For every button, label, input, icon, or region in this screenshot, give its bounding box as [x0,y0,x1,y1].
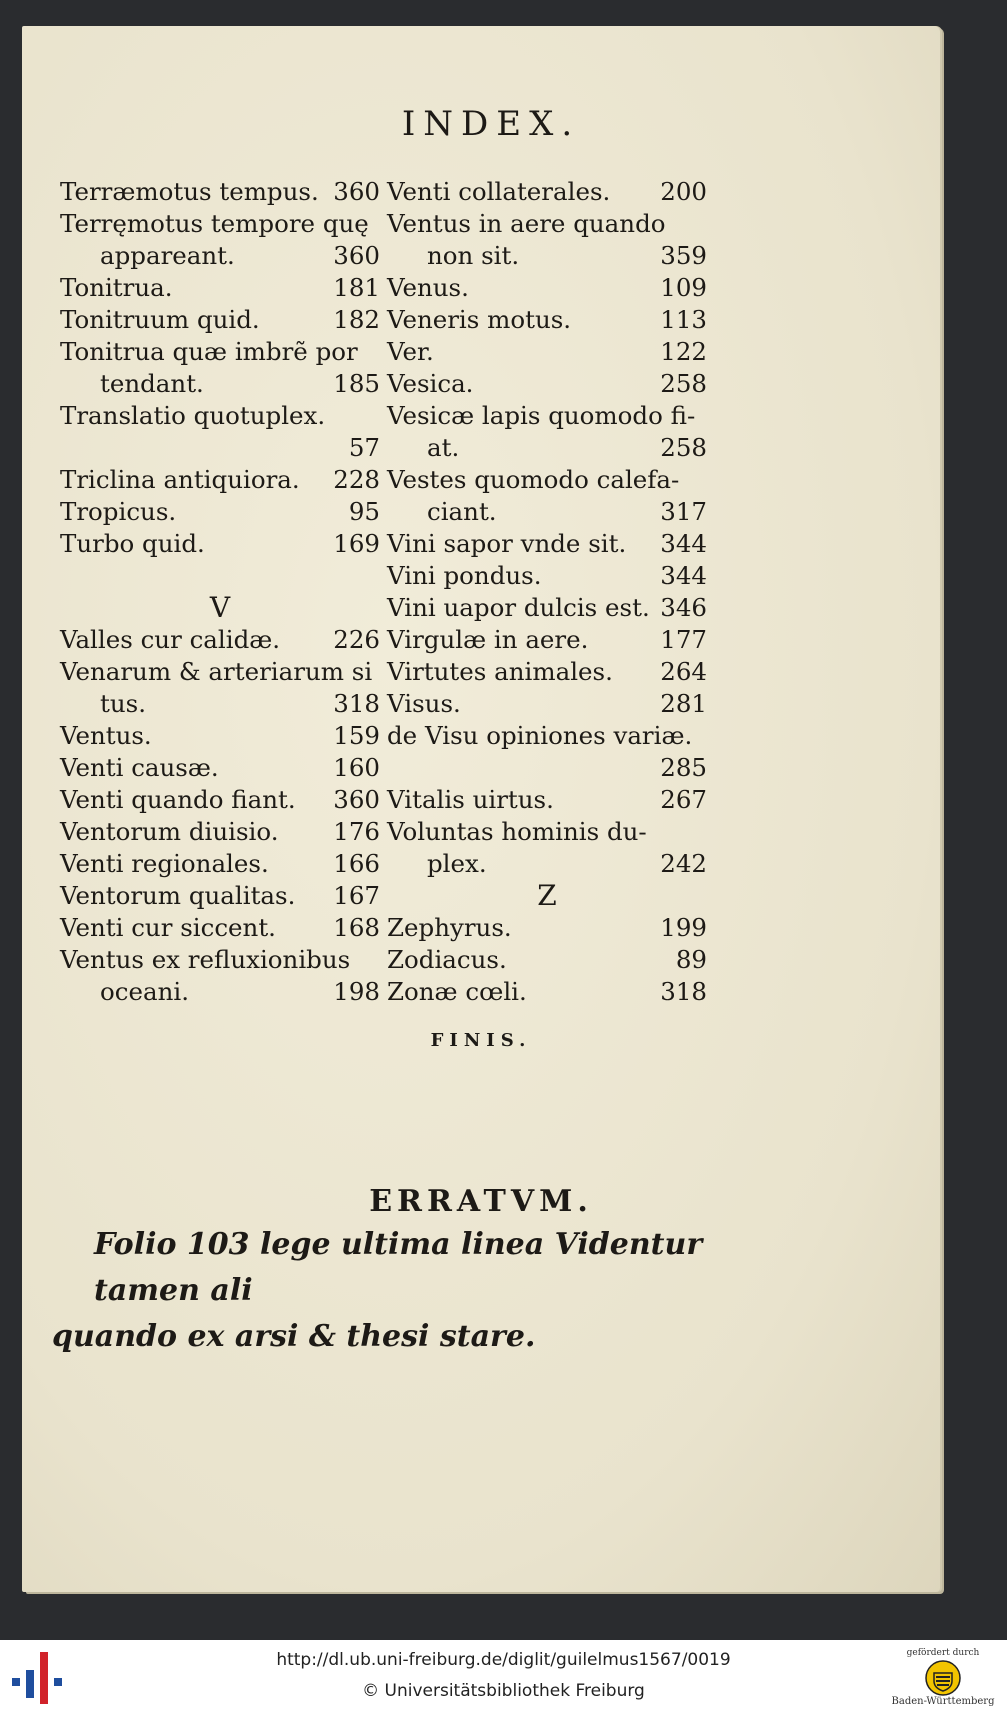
entry-text: Virgulæ in aere. [387,625,589,654]
index-entry [60,656,380,688]
index-entry [387,208,707,240]
index-entry [387,688,707,720]
entry-text: Vini pondus. [387,561,542,590]
entry-text: Vini uapor dulcis est. [387,593,650,622]
entry-text: Zonæ cœli. [387,977,527,1006]
entry-page-number: 264 [660,657,707,686]
index-entry [387,176,707,208]
entry-page-number: 198 [333,977,380,1006]
entry-text: Tonitrua quæ imbrẽ por [60,337,358,366]
index-entry [387,272,707,304]
entry-page-number: 109 [660,273,707,302]
entry-text: appareant. [100,241,235,270]
entry-text: Terręmotus tempore quę [60,209,369,238]
index-entry [387,496,707,528]
index-entry [60,176,380,208]
entry-page-number: 160 [333,753,380,782]
entry-text: oceani. [100,977,189,1006]
index-column-left [60,176,380,1008]
index-entry [387,400,707,432]
index-entry [60,368,380,400]
index-entry [60,784,380,816]
entry-text: Ventorum diuisio. [60,817,279,846]
entry-page-number: 200 [660,177,707,206]
index-entry [387,336,707,368]
index-entry [60,464,380,496]
entry-text: Z [537,879,557,912]
entry-text: Translatio quotuplex. [60,401,326,430]
entry-text: Veneris motus. [387,305,572,334]
viewer-footer [0,1640,1007,1714]
entry-text: ciant. [427,497,497,526]
index-entry [60,848,380,880]
entry-page-number: 226 [333,625,380,654]
index-entry [387,752,707,784]
entry-page-number: 317 [660,497,707,526]
index-entry [60,240,380,272]
entry-page-number: 181 [333,273,380,302]
entry-text: Vini sapor vnde sit. [387,529,627,558]
entry-page-number: 176 [333,817,380,846]
section-letter [387,880,707,912]
index-entry [387,592,707,624]
entry-page-number: 159 [333,721,380,750]
entry-text: Terræmotus tempus. [60,177,319,206]
index-entry [387,656,707,688]
index-entry [387,560,707,592]
index-entry [387,912,707,944]
index-entry [60,720,380,752]
entry-page-number: 318 [333,689,380,718]
entry-page-number: 95 [348,497,380,526]
entry-page-number: 360 [333,241,380,270]
entry-page-number: 169 [333,529,380,558]
entry-text: Vesica. [387,369,474,398]
entry-page-number: 344 [660,561,707,590]
entry-page-number: 228 [333,465,380,494]
entry-text: Triclina antiquiora. [60,465,300,494]
index-entry [387,720,707,752]
finis-mark: FINIS. [430,1030,532,1051]
erratum-title: ERRATVM. [369,1184,593,1219]
index-entry [387,848,707,880]
entry-text: Vitalis uirtus. [387,785,554,814]
index-entry [60,976,380,1008]
entry-text: V [209,591,231,624]
index-entry [60,912,380,944]
entry-text: Turbo quid. [60,529,205,558]
entry-text: Ver. [387,337,434,366]
entry-text: Venti causæ. [60,753,219,782]
index-entry [387,624,707,656]
entry-page-number: 89 [675,945,707,974]
entry-page-number: 285 [660,753,707,782]
entry-text: Venti cur siccent. [60,913,276,942]
entry-page-number: 182 [333,305,380,334]
sponsor-logo[interactable] [887,1646,999,1712]
entry-text: Venti regionales. [60,849,269,878]
entry-text: de Visu opiniones variæ. [387,721,693,750]
index-entry [60,336,380,368]
entry-text: Tropicus. [60,497,177,526]
entry-text: Venus. [387,273,469,302]
entry-page-number: 318 [660,977,707,1006]
index-entry [60,880,380,912]
index-entry [60,272,380,304]
index-entry [60,432,380,464]
page-title: INDEX. [401,104,581,144]
index-entry [387,528,707,560]
erratum-line: Folio 103 lege ultima linea Videntur tamen ali [94,1227,703,1308]
entry-text: Ventus. [60,721,152,750]
erratum-text [52,1222,732,1360]
index-entry [60,496,380,528]
entry-text: Valles cur calidæ. [60,625,281,654]
index-entry [387,432,707,464]
entry-text: Tonitruum quid. [60,305,260,334]
entry-page-number: 185 [333,369,380,398]
entry-page-number: 267 [660,785,707,814]
entry-text: Ventorum qualitas. [60,881,296,910]
entry-text: Ventus in aere quando [387,209,666,238]
entry-text: Vesicæ lapis quomodo fi- [387,401,696,430]
entry-page-number: 168 [333,913,380,942]
entry-page-number: 122 [660,337,707,366]
index-entry [387,816,707,848]
erratum-line: quando ex arsi & thesi stare. [52,1319,536,1354]
index-entry [60,688,380,720]
entry-text: Venti quando fiant. [60,785,296,814]
entry-page-number: 258 [660,369,707,398]
entry-text: Zephyrus. [387,913,512,942]
index-entry [387,784,707,816]
entry-text: Zodiacus. [387,945,507,974]
coat-of-arms-icon [925,1660,961,1696]
index-entry [387,368,707,400]
entry-page-number: 344 [660,529,707,558]
index-entry [60,304,380,336]
index-entry [387,976,707,1008]
entry-page-number: 360 [333,785,380,814]
sponsor-caption: gefördert durch [906,1648,980,1658]
copyright-text: © Universitätsbibliothek Freiburg [362,1681,645,1701]
index-entry [60,208,380,240]
index-entry [60,528,380,560]
sponsor-name: Baden-Württemberg [891,1696,995,1707]
index-entry [387,464,707,496]
entry-text: Vestes quomodo calefa- [387,465,680,494]
entry-page-number: 359 [660,241,707,270]
entry-text: tus. [100,689,146,718]
entry-text: Tonitrua. [60,273,173,302]
entry-text: Ventus ex refluxionibus [60,945,351,974]
index-entry [60,752,380,784]
entry-page-number: 360 [333,177,380,206]
index-entry [60,624,380,656]
entry-text: Visus. [387,689,461,718]
entry-page-number: 258 [660,433,707,462]
book-page [22,26,940,1592]
entry-page-number: 242 [660,849,707,878]
entry-text: Venti collaterales. [387,177,611,206]
index-column-right [387,176,707,1008]
entry-page-number: 166 [333,849,380,878]
index-entry [387,240,707,272]
entry-text: at. [427,433,460,462]
entry-text: Voluntas hominis du- [387,817,647,846]
permalink-url[interactable]: http://dl.ub.uni-freiburg.de/diglit/guilelmus1567/0019 [276,1650,731,1670]
index-entry [387,944,707,976]
index-entry [60,816,380,848]
entry-page-number: 199 [660,913,707,942]
index-entry [60,944,380,976]
entry-page-number: 281 [660,689,707,718]
entry-text: tendant. [100,369,204,398]
entry-page-number: 113 [660,305,707,334]
entry-text: non sit. [427,241,520,270]
index-entry [387,304,707,336]
entry-page-number: 177 [660,625,707,654]
entry-page-number: 57 [348,433,380,462]
entry-page-number: 346 [660,593,707,622]
entry-text: Virtutes animales. [387,657,613,686]
index-entry [60,400,380,432]
entry-text: plex. [427,849,487,878]
entry-text: Venarum & arteriarum si [60,657,373,686]
entry-page-number: 167 [333,881,380,910]
section-letter [60,592,380,624]
index-entry [60,560,380,592]
